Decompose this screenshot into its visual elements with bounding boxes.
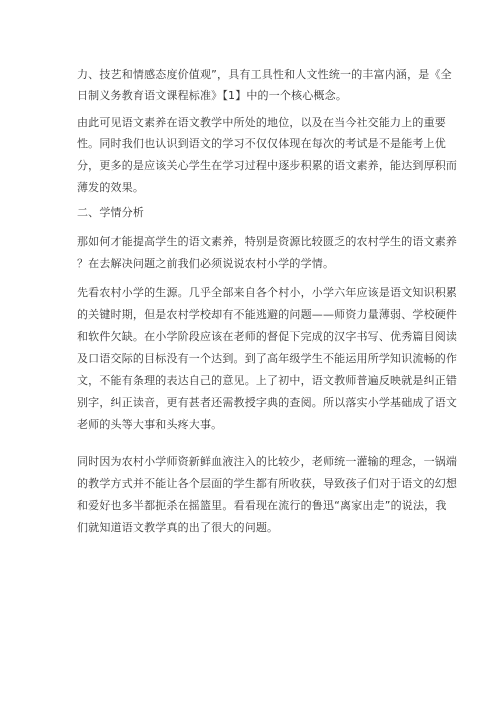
text-line: 别字，纠正读音，更有甚者还需教授字典的查阅。所以落实小学基础成了语文 [77, 396, 458, 409]
text-line: 老师的头等大事和头疼大事。 [77, 418, 223, 431]
text-line: 力、技艺和情感态度价值观”，具有工具性和人文性统一的丰富内涵，是《全 [77, 68, 452, 81]
text-line: 的教学方式并不能让各个层面的学生都有所收获，导致孩子们对于语文的幻想 [77, 477, 458, 490]
text-line: 们就知道语文教学真的出了很大的问题。 [77, 521, 279, 534]
text-line: 同时因为农村小学师资新鲜血液注入的比较少，老师统一灌输的理念，一锅端 [77, 455, 458, 468]
text-line: 分，更多的是应该关心学生在学习过程中逐步积累的语文素养，能达到厚积而 [77, 159, 458, 172]
text-line: 日制义务教育语文课程标准》【1】中的一个核心概念。 [77, 89, 347, 102]
text-line: 由此可见语文素养在语文教学中所处的地位，以及在当今社交能力上的重要 [77, 116, 446, 129]
text-line: 及口语交际的目标没有一个达到。到了高年级学生不能运用所学知识流畅的作 [77, 352, 458, 365]
text-line: 先看农村小学的生源。几乎全部来自各个村小，小学六年应该是语文知识积累 [77, 286, 458, 299]
text-line: 文，不能有条理的表达自己的意见。上了初中，语文教师普遍反映就是纠正错 [77, 374, 458, 387]
text-line: ？在去解决问题之前我们必须说说农村小学的学情。 [77, 257, 335, 270]
text-line: 那如何才能提高学生的语文素养，特别是资源比较匮乏的农村学生的语文素养 [77, 235, 458, 248]
text-line: 和爱好也多半都扼杀在摇篮里。看看现在流行的鲁迅“离家出走”的说法，我 [77, 499, 447, 512]
text-line: 薄发的效果。 [77, 181, 145, 194]
text-line: 和软件欠缺。在小学阶段应该在老师的督促下完成的汉字书写、优秀篇目阅读 [77, 330, 458, 343]
text-line: 性。同时我们也认识到语文的学习不仅仅体现在每次的考试是不是能考上优 [77, 137, 446, 150]
heading-text: 二、学情分析 [77, 206, 145, 219]
text-line: 的关键时期，但是农村学校却有不能逃避的问题——师资力量薄弱、学校硬件 [77, 308, 458, 321]
